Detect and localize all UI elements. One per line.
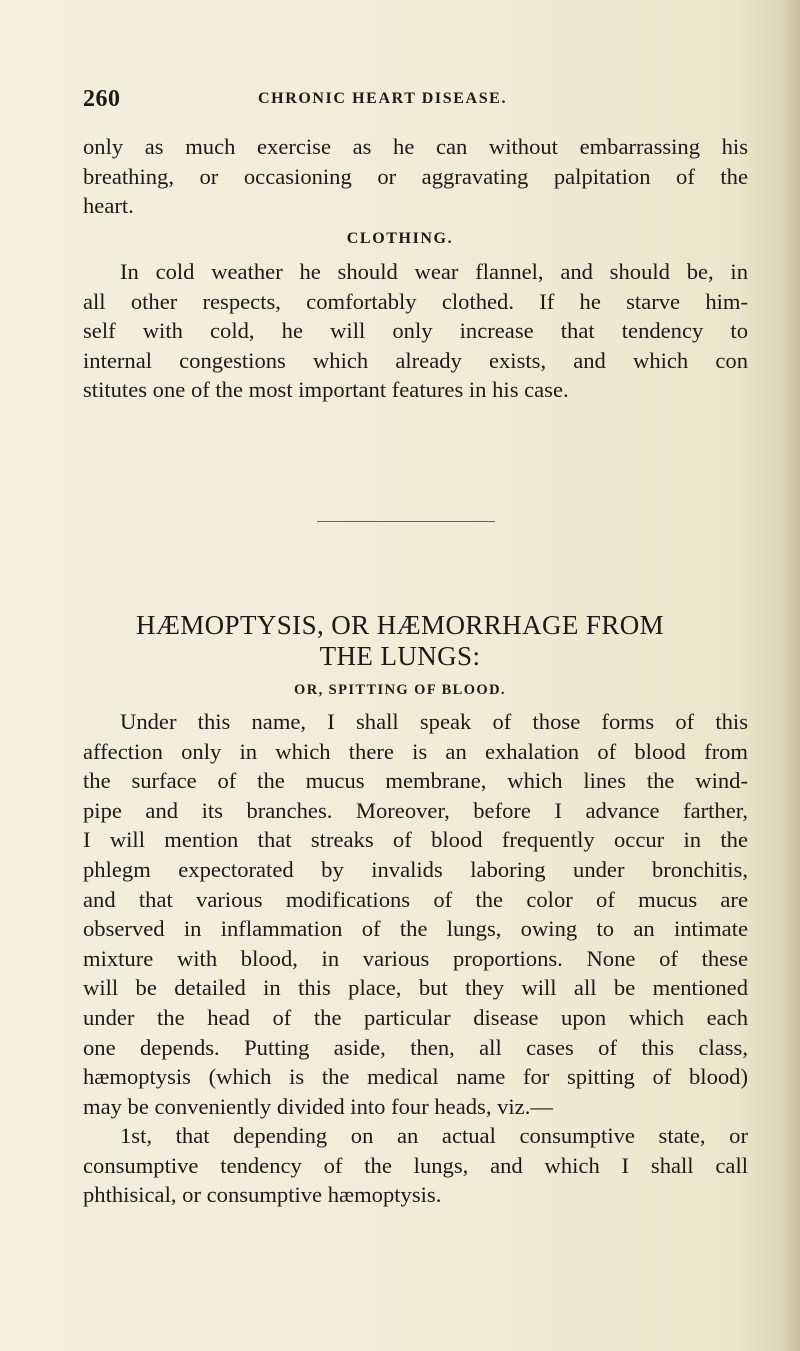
text-line: one depends. Putting aside, then, all cases of this class, xyxy=(83,1034,748,1060)
text-line: stitutes one of the most important features in his case. xyxy=(83,377,569,403)
section-heading-clothing: CLOTHING. xyxy=(346,230,454,247)
text-line: I will mention that streaks of blood frequently occur in the xyxy=(83,827,748,853)
body-paragraph xyxy=(83,707,748,1121)
text-line: phlegm expectorated by invalids laboring under bronchitis, xyxy=(83,856,748,882)
text-line: heart. xyxy=(83,193,134,219)
text-line: hæmoptysis (which is the medical name for spitting of blood) xyxy=(83,1064,748,1090)
text-line: 1st, that depending on an actual consumptive state, or xyxy=(120,1123,748,1148)
intro-paragraph xyxy=(83,132,748,221)
text-line: consumptive tendency of the lungs, and which I shall call xyxy=(83,1152,748,1178)
chapter-subtitle: OR, SPITTING OF BLOOD. xyxy=(294,682,506,698)
text-line: and that various modifications of the color of mucus are xyxy=(83,886,748,912)
text-line: under the head of the particular disease upon which each xyxy=(83,1004,748,1030)
list-paragraph xyxy=(83,1121,748,1210)
clothing-paragraph xyxy=(83,257,748,405)
text-line: all other respects, comfortably clothed. If he starve him- xyxy=(83,288,748,314)
text-line: internal congestions which already exists, and which con xyxy=(83,347,748,373)
text-line: affection only in which there is an exhalation of blood from xyxy=(83,738,748,764)
text-line: the surface of the mucus membrane, which lines the wind- xyxy=(83,768,748,794)
text-line: pipe and its branches. Moreover, before I advance farther, xyxy=(83,797,748,823)
page-number: 260 xyxy=(83,86,121,112)
text-line: observed in inflammation of the lungs, owing to an intimate xyxy=(83,916,748,942)
running-head xyxy=(83,86,740,116)
chapter-title-line-2: THE LUNGS: xyxy=(319,641,481,671)
text-line: breathing, or occasioning or aggravating palpitation of the xyxy=(83,163,748,189)
text-line: only as much exercise as he can without embarrassing his xyxy=(83,134,748,159)
text-line: In cold weather he should wear flannel, and should be, in xyxy=(120,259,748,284)
text-line: mixture with blood, in various proportions. None of these xyxy=(83,945,748,971)
text-line: self with cold, he will only increase that tendency to xyxy=(83,318,748,344)
text-line: phthisical, or consumptive hæmoptysis. xyxy=(83,1182,442,1208)
section-divider xyxy=(317,521,495,522)
text-line: Under this name, I shall speak of those forms of this xyxy=(120,709,748,734)
page-edge-shadow xyxy=(784,0,800,1351)
running-title: CHRONIC HEART DISEASE. xyxy=(258,90,508,107)
text-line: will be detailed in this place, but they will all be mentioned xyxy=(83,975,748,1001)
text-line: may be conveniently divided into four heads, viz.— xyxy=(83,1093,553,1119)
chapter-title-line-1: HÆMOPTYSIS, OR HÆMORRHAGE FROM xyxy=(135,610,665,640)
